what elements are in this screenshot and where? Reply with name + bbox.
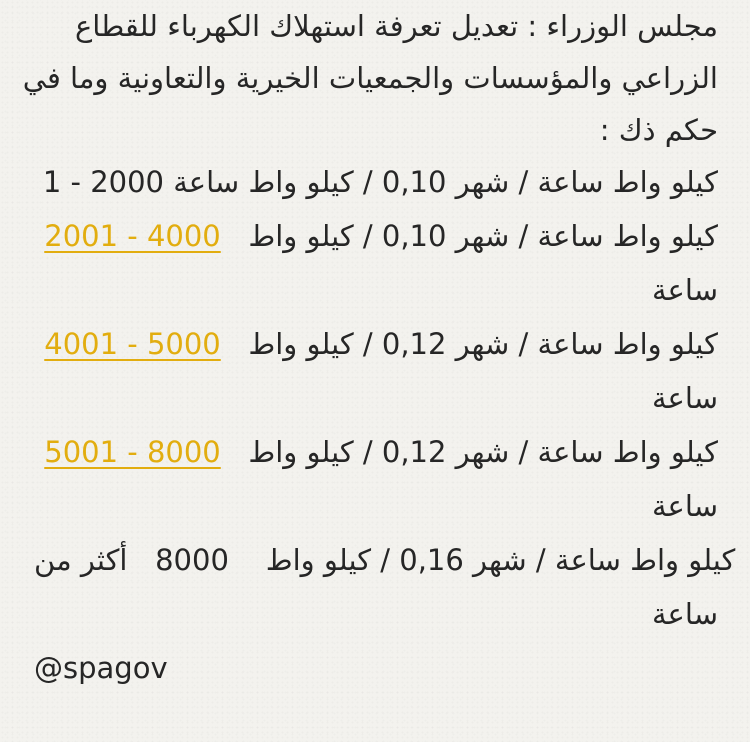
tier-5-line [34, 542, 736, 578]
tier-4-range-link[interactable]: 5001 - 8000 [44, 435, 221, 469]
tier-4-line [34, 434, 718, 470]
tier-3-rate: كيلو واط ساعة / شهر 0,12 / كيلو واط [248, 327, 718, 361]
tier-4-rate: كيلو واط ساعة / شهر 0,12 / كيلو واط [248, 435, 718, 469]
tier-3-line [34, 326, 718, 362]
tier-2-line-cont: ساعة [652, 273, 718, 307]
tier-5-amount: 8000 [155, 543, 229, 577]
tier-5-line-cont: ساعة [652, 597, 718, 631]
tier-1-range: 1 - 2000 [42, 165, 164, 199]
intro-line-1: مجلس الوزراء : تعديل تعرفة استهلاك الكهرباء للقطاع [74, 9, 718, 43]
intro-line-3: حكم ذك : [599, 113, 718, 147]
tier-3-line-cont: ساعة [652, 381, 718, 415]
tier-3-range-link[interactable]: 4001 - 5000 [44, 327, 221, 361]
tier-5-rate: كيلو واط ساعة / شهر 0,16 / كيلو واط [265, 543, 736, 577]
tier-5-prefix: أكثر من [34, 543, 128, 577]
tier-4-line-cont: ساعة [652, 489, 718, 523]
tier-1-rate: كيلو واط ساعة / شهر 0,10 / كيلو واط ساعة [173, 165, 718, 199]
intro-line-2: الزراعي والمؤسسات والجمعيات الخيرية والتعاونية وما في [22, 61, 718, 95]
source-handle: @spagov [34, 651, 168, 685]
tier-2-line [34, 218, 718, 254]
tier-2-range-link[interactable]: 2001 - 4000 [44, 219, 221, 253]
tier-2-rate: كيلو واط ساعة / شهر 0,10 / كيلو واط [248, 219, 718, 253]
tier-1-line [34, 164, 718, 200]
